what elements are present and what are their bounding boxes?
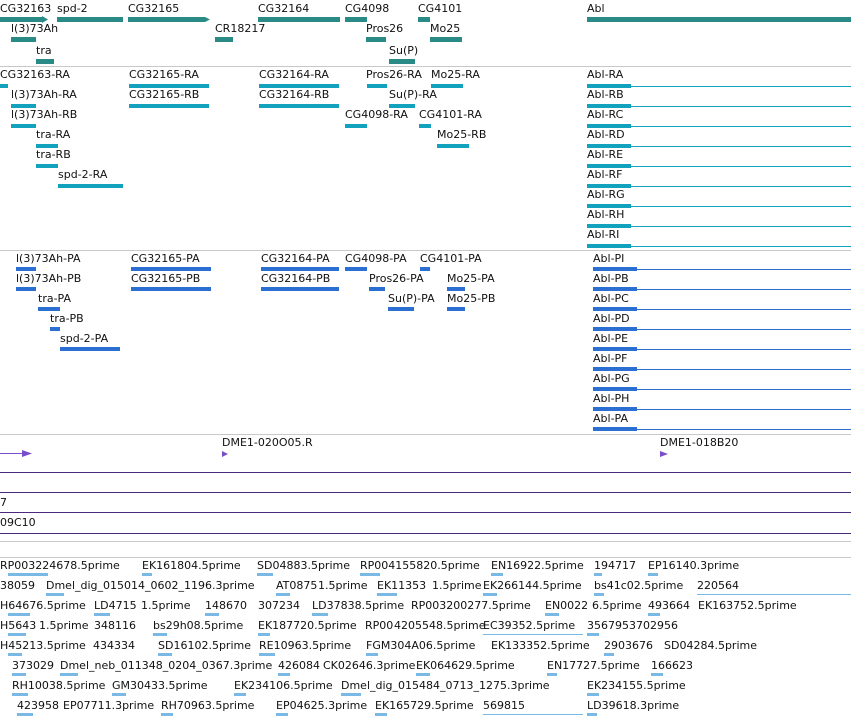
transcript-feature[interactable]	[419, 124, 431, 128]
est-feature[interactable]	[648, 613, 660, 616]
protein-feature[interactable]	[60, 347, 120, 351]
est-label[interactable]: RH10038.5prime	[12, 679, 106, 692]
protein-label[interactable]: Abl-PH	[593, 392, 630, 405]
est-label[interactable]: 569815	[483, 699, 525, 712]
est-feature[interactable]	[604, 653, 614, 656]
est-label[interactable]: 148670	[205, 599, 247, 612]
est-feature[interactable]	[651, 673, 663, 676]
protein-feature[interactable]	[131, 287, 211, 291]
est-label[interactable]: EK163752.5prime	[698, 599, 797, 612]
est-feature[interactable]	[94, 613, 110, 616]
protein-intron	[637, 309, 851, 310]
gene-feature[interactable]	[36, 59, 54, 64]
transcript-feature[interactable]	[259, 104, 339, 108]
transcript-label[interactable]: l(3)73Ah-RA	[11, 88, 77, 101]
transcript-label[interactable]: l(3)73Ah-RB	[11, 108, 78, 121]
transcript-intron	[631, 186, 851, 187]
gene-label[interactable]: spd-2	[57, 2, 88, 15]
est-label[interactable]: 434334	[93, 639, 135, 652]
est-label[interactable]: EK234155.5prime	[587, 679, 686, 692]
est-label[interactable]: EP07711.3prime	[63, 699, 155, 712]
protein-label[interactable]: CG32165-PA	[131, 252, 200, 265]
gene-label[interactable]: CG4101	[418, 2, 463, 15]
protein-intron	[637, 369, 851, 370]
protein-feature[interactable]	[593, 347, 637, 351]
est-label[interactable]: EP16140.3prime	[648, 559, 740, 572]
gene-label[interactable]: CG32163	[0, 2, 52, 15]
est-feature[interactable]	[8, 613, 30, 616]
est-label[interactable]: 423958	[17, 699, 59, 712]
gene-feature[interactable]	[366, 37, 386, 42]
protein-intron	[637, 269, 851, 270]
transcript-label[interactable]: Abl-RA	[587, 68, 624, 81]
protein-feature[interactable]	[593, 327, 637, 331]
transcript-label[interactable]: CG32164-RA	[259, 68, 329, 81]
gene-feature[interactable]	[215, 37, 233, 42]
transcript-intron	[631, 226, 851, 227]
track-label[interactable]: 7	[0, 496, 7, 509]
track-separator	[0, 557, 851, 558]
est-label[interactable]: 4205548.5prime	[394, 619, 486, 632]
protein-feature[interactable]	[593, 407, 637, 411]
gene-label[interactable]: CG4098	[345, 2, 390, 15]
est-feature[interactable]	[153, 633, 167, 636]
est-feature[interactable]	[594, 573, 602, 576]
transcript-feature[interactable]	[0, 84, 8, 88]
transcript-label[interactable]: Abl-RH	[587, 208, 625, 221]
est-label[interactable]: RE10963.5prime	[259, 639, 352, 652]
est-feature[interactable]	[142, 573, 152, 576]
gene-feature[interactable]	[128, 17, 210, 22]
protein-label[interactable]: Mo25-PA	[447, 272, 495, 285]
est-label[interactable]: 1.5prime	[141, 599, 191, 612]
est-intron	[483, 714, 583, 715]
protein-label[interactable]: Abl-PI	[593, 252, 625, 265]
est-intron	[483, 634, 583, 635]
est-feature[interactable]	[205, 613, 219, 616]
est-label[interactable]: LD37838.5prime	[312, 599, 405, 612]
protein-feature[interactable]	[50, 327, 60, 331]
transcript-feature[interactable]	[11, 124, 36, 128]
gene-feature[interactable]	[587, 17, 851, 22]
protein-label[interactable]: CG4098-PA	[345, 252, 407, 265]
transcript-label[interactable]: Abl-RF	[587, 168, 623, 181]
gene-label[interactable]: CR18217	[215, 22, 266, 35]
transcript-label[interactable]: Abl-RE	[587, 148, 624, 161]
marker-line	[0, 453, 22, 454]
transcript-label[interactable]: Mo25-RA	[431, 68, 480, 81]
protein-label[interactable]: Pros26-PA	[369, 272, 424, 285]
gene-label[interactable]: l(3)73Ah	[11, 22, 59, 35]
est-feature[interactable]	[161, 713, 173, 716]
protein-label[interactable]: Abl-PF	[593, 352, 628, 365]
est-label[interactable]: 6.5prime	[592, 599, 642, 612]
protein-feature[interactable]	[261, 267, 339, 271]
protein-feature[interactable]	[593, 267, 637, 271]
est-label[interactable]: SD04284.5prime	[664, 639, 757, 652]
est-label[interactable]: 166623	[651, 659, 693, 672]
est-feature[interactable]	[312, 613, 328, 616]
est-feature[interactable]	[276, 713, 288, 716]
est-label[interactable]: EK234106.5prime	[234, 679, 333, 692]
est-feature[interactable]	[547, 673, 557, 676]
transcript-label[interactable]: Abl-RD	[587, 128, 625, 141]
track-separator	[0, 66, 851, 67]
gene-label[interactable]: CG32165	[128, 2, 180, 15]
marker-feature[interactable]	[22, 450, 32, 457]
gene-feature[interactable]	[389, 59, 415, 64]
transcript-label[interactable]: CG32164-RB	[259, 88, 330, 101]
est-feature[interactable]	[278, 673, 290, 676]
transcript-label[interactable]: Abl-RB	[587, 88, 624, 101]
est-feature[interactable]	[259, 653, 275, 656]
transcript-intron	[631, 126, 851, 127]
est-feature[interactable]	[587, 633, 599, 636]
protein-feature[interactable]	[593, 287, 637, 291]
est-label[interactable]: Dmel_dig_015484_0713_1275.3prime	[341, 679, 550, 692]
est-label[interactable]: EK064629.5prime	[416, 659, 515, 672]
protein-intron	[637, 329, 851, 330]
transcript-label[interactable]: tra-RA	[36, 128, 71, 141]
est-feature[interactable]	[8, 573, 48, 576]
est-label[interactable]: EK187720.5prime	[258, 619, 357, 632]
transcript-label[interactable]: CG32163-RA	[0, 68, 70, 81]
est-feature[interactable]	[375, 713, 387, 716]
gene-feature[interactable]	[430, 37, 462, 42]
est-label[interactable]: EN17727.5prime	[547, 659, 640, 672]
transcript-label[interactable]: Mo25-RB	[437, 128, 487, 141]
protein-intron	[637, 289, 851, 290]
protein-intron	[637, 389, 851, 390]
track-line	[0, 492, 851, 493]
est-label[interactable]: Dmel_dig_015014_0602_1196.3prime	[46, 579, 255, 592]
protein-feature[interactable]	[369, 287, 385, 291]
marker-label[interactable]: DME1-020O05.R	[222, 436, 313, 449]
track-label[interactable]: 09C10	[0, 516, 36, 529]
track-separator	[0, 250, 851, 251]
protein-feature[interactable]	[16, 287, 36, 291]
est-feature[interactable]	[416, 673, 430, 676]
est-label[interactable]: RH70963.5prime	[161, 699, 255, 712]
transcript-label[interactable]: Pros26-RA	[366, 68, 422, 81]
est-feature[interactable]	[587, 693, 599, 696]
transcript-intron	[631, 166, 851, 167]
est-label[interactable]: 307234	[258, 599, 300, 612]
protein-feature[interactable]	[593, 307, 637, 311]
est-label[interactable]: SD16102.5prime	[158, 639, 251, 652]
protein-feature[interactable]	[447, 307, 465, 311]
est-label[interactable]: 3567953702956	[587, 619, 678, 632]
est-label[interactable]: EK165729.5prime	[375, 699, 474, 712]
est-feature[interactable]	[112, 693, 126, 696]
est-label[interactable]: 1.5prime	[39, 619, 89, 632]
est-label[interactable]: AT0875	[276, 579, 318, 592]
est-label[interactable]: EN0022	[545, 599, 589, 612]
transcript-feature[interactable]	[36, 164, 58, 168]
est-label[interactable]: 38059	[0, 579, 35, 592]
est-label[interactable]: EN16922.5prime	[491, 559, 584, 572]
est-label[interactable]: EK133352.5prime	[491, 639, 590, 652]
protein-feature[interactable]	[388, 307, 414, 311]
protein-feature[interactable]	[447, 287, 465, 291]
transcript-intron	[631, 106, 851, 107]
est-label[interactable]: Dmel_neb_011348_0204_0367.3prime	[60, 659, 273, 672]
transcript-feature[interactable]	[345, 124, 367, 128]
transcript-label[interactable]: CG4101-RA	[419, 108, 482, 121]
track-line	[0, 533, 851, 534]
gene-label[interactable]: Abl	[587, 2, 605, 15]
protein-label[interactable]: Abl-PC	[593, 292, 629, 305]
est-label[interactable]: 373029	[12, 659, 54, 672]
est-intron	[697, 594, 851, 595]
est-label[interactable]: LD4715	[94, 599, 137, 612]
est-feature[interactable]	[12, 673, 26, 676]
gene-label[interactable]: tra	[36, 44, 52, 57]
est-label[interactable]: EK161804.5prime	[142, 559, 241, 572]
transcript-intron	[631, 86, 851, 87]
marker-label[interactable]: DME1-018B20	[660, 436, 739, 449]
marker-feature[interactable]	[660, 451, 668, 457]
est-label[interactable]: 1.5prime	[432, 579, 482, 592]
protein-label[interactable]: Mo25-PB	[447, 292, 496, 305]
est-label[interactable]: 493664	[648, 599, 690, 612]
gene-label[interactable]: Su(P)	[389, 44, 419, 57]
est-label[interactable]: 348116	[94, 619, 136, 632]
transcript-intron	[631, 246, 851, 247]
protein-intron	[637, 349, 851, 350]
protein-feature[interactable]	[593, 387, 637, 391]
est-label[interactable]: H45213.5prime	[0, 639, 86, 652]
protein-feature[interactable]	[38, 307, 60, 311]
track-separator	[0, 541, 851, 542]
est-label[interactable]: 194717	[594, 559, 636, 572]
est-feature[interactable]	[545, 613, 559, 616]
protein-label[interactable]: Su(P)-PA	[388, 292, 435, 305]
protein-label[interactable]: CG4101-PA	[420, 252, 482, 265]
est-label[interactable]: bs41c02.5prime	[594, 579, 684, 592]
est-label[interactable]: FGM304A06.5prime	[366, 639, 476, 652]
est-feature[interactable]	[257, 573, 273, 576]
est-label[interactable]: GM30433.5prime	[112, 679, 208, 692]
protein-label[interactable]: CG32164-PA	[261, 252, 330, 265]
est-feature[interactable]	[594, 593, 604, 596]
est-feature[interactable]	[234, 693, 246, 696]
track-separator	[0, 434, 851, 435]
transcript-feature[interactable]	[58, 184, 123, 188]
est-feature[interactable]	[8, 633, 26, 636]
est-label[interactable]: EK266144.5prime	[483, 579, 582, 592]
est-label[interactable]: SD04883.5prime	[257, 559, 350, 572]
est-label[interactable]: H64676.5prime	[0, 599, 86, 612]
est-feature[interactable]	[366, 653, 378, 656]
protein-feature[interactable]	[345, 267, 367, 271]
protein-intron	[637, 429, 851, 430]
protein-label[interactable]: Abl-PD	[593, 312, 630, 325]
transcript-label[interactable]: CG4098-RA	[345, 108, 408, 121]
est-feature[interactable]	[276, 593, 290, 596]
protein-feature[interactable]	[593, 427, 637, 431]
gene-label[interactable]: Mo25	[430, 22, 461, 35]
est-label[interactable]: RP003200277.5prime	[411, 599, 531, 612]
est-feature[interactable]	[17, 713, 33, 716]
est-label[interactable]: EK11353	[377, 579, 427, 592]
est-feature[interactable]	[341, 693, 361, 696]
gene-feature[interactable]	[11, 37, 36, 42]
protein-feature[interactable]	[261, 287, 339, 291]
transcript-label[interactable]: tra-RB	[36, 148, 71, 161]
est-feature[interactable]	[648, 573, 658, 576]
protein-label[interactable]: tra-PB	[50, 312, 84, 325]
transcript-label[interactable]: Abl-RC	[587, 108, 624, 121]
transcript-intron	[631, 146, 851, 147]
transcript-label[interactable]: Abl-RG	[587, 188, 625, 201]
protein-label[interactable]: Abl-PA	[593, 412, 628, 425]
est-feature[interactable]	[360, 573, 380, 576]
est-label[interactable]: 2903676	[604, 639, 653, 652]
transcript-label[interactable]: CG32165-RA	[129, 68, 199, 81]
protein-feature[interactable]	[420, 267, 430, 271]
est-feature[interactable]	[8, 653, 22, 656]
gene-feature[interactable]	[418, 17, 430, 22]
est-feature[interactable]	[258, 633, 270, 636]
est-feature[interactable]	[377, 593, 397, 596]
est-label[interactable]: EP04625.3prime	[276, 699, 368, 712]
protein-label[interactable]: CG32164-PB	[261, 272, 331, 285]
track-line	[0, 472, 851, 473]
protein-feature[interactable]	[16, 267, 36, 271]
est-label[interactable]: CK02646.3prime	[323, 659, 416, 672]
gene-label[interactable]: Pros26	[366, 22, 404, 35]
est-feature[interactable]	[60, 673, 78, 676]
est-label[interactable]: 220564	[697, 579, 739, 592]
protein-label[interactable]: Abl-PE	[593, 332, 629, 345]
gene-feature[interactable]	[345, 17, 367, 22]
transcript-label[interactable]: Su(P)-RA	[389, 88, 437, 101]
est-feature[interactable]	[12, 693, 28, 696]
protein-label[interactable]: tra-PA	[38, 292, 71, 305]
protein-label[interactable]: spd-2-PA	[60, 332, 109, 345]
est-feature[interactable]	[491, 573, 503, 576]
transcript-intron	[631, 206, 851, 207]
gene-feature[interactable]	[57, 17, 123, 22]
protein-label[interactable]: l(3)73Ah-PA	[16, 252, 81, 265]
transcript-feature[interactable]	[587, 244, 631, 248]
transcript-feature[interactable]	[437, 144, 469, 148]
transcript-feature[interactable]	[367, 84, 387, 88]
est-label[interactable]: RP003224678.5prime	[0, 559, 120, 572]
protein-label[interactable]: CG32165-PB	[131, 272, 201, 285]
protein-feature[interactable]	[593, 367, 637, 371]
est-label[interactable]: H5643	[0, 619, 37, 632]
est-label[interactable]: 426084	[278, 659, 320, 672]
transcript-label[interactable]: spd-2-RA	[58, 168, 108, 181]
marker-feature[interactable]	[222, 451, 228, 457]
track-line	[0, 512, 851, 513]
est-label[interactable]: RP004155820.5prime	[360, 559, 480, 572]
gene-feature[interactable]	[258, 17, 340, 22]
protein-label[interactable]: Abl-PB	[593, 272, 629, 285]
est-feature[interactable]	[158, 653, 172, 656]
est-feature[interactable]	[483, 593, 497, 596]
protein-label[interactable]: Abl-PG	[593, 372, 630, 385]
gene-label[interactable]: CG32164	[258, 2, 310, 15]
est-label[interactable]: 1.5prime	[318, 579, 368, 592]
est-label[interactable]: bs29h08.5prime	[153, 619, 244, 632]
transcript-label[interactable]: Abl-RI	[587, 228, 620, 241]
est-feature[interactable]	[46, 593, 64, 596]
transcript-feature[interactable]	[129, 104, 209, 108]
protein-label[interactable]: l(3)73Ah-PB	[16, 272, 82, 285]
transcript-label[interactable]: CG32165-RB	[129, 88, 200, 101]
protein-feature[interactable]	[131, 267, 211, 271]
est-feature[interactable]	[587, 713, 597, 716]
est-label[interactable]: EC39352.5prime	[483, 619, 576, 632]
est-label[interactable]: RP00	[365, 619, 394, 632]
protein-intron	[637, 409, 851, 410]
est-label[interactable]: LD39618.3prime	[587, 699, 680, 712]
